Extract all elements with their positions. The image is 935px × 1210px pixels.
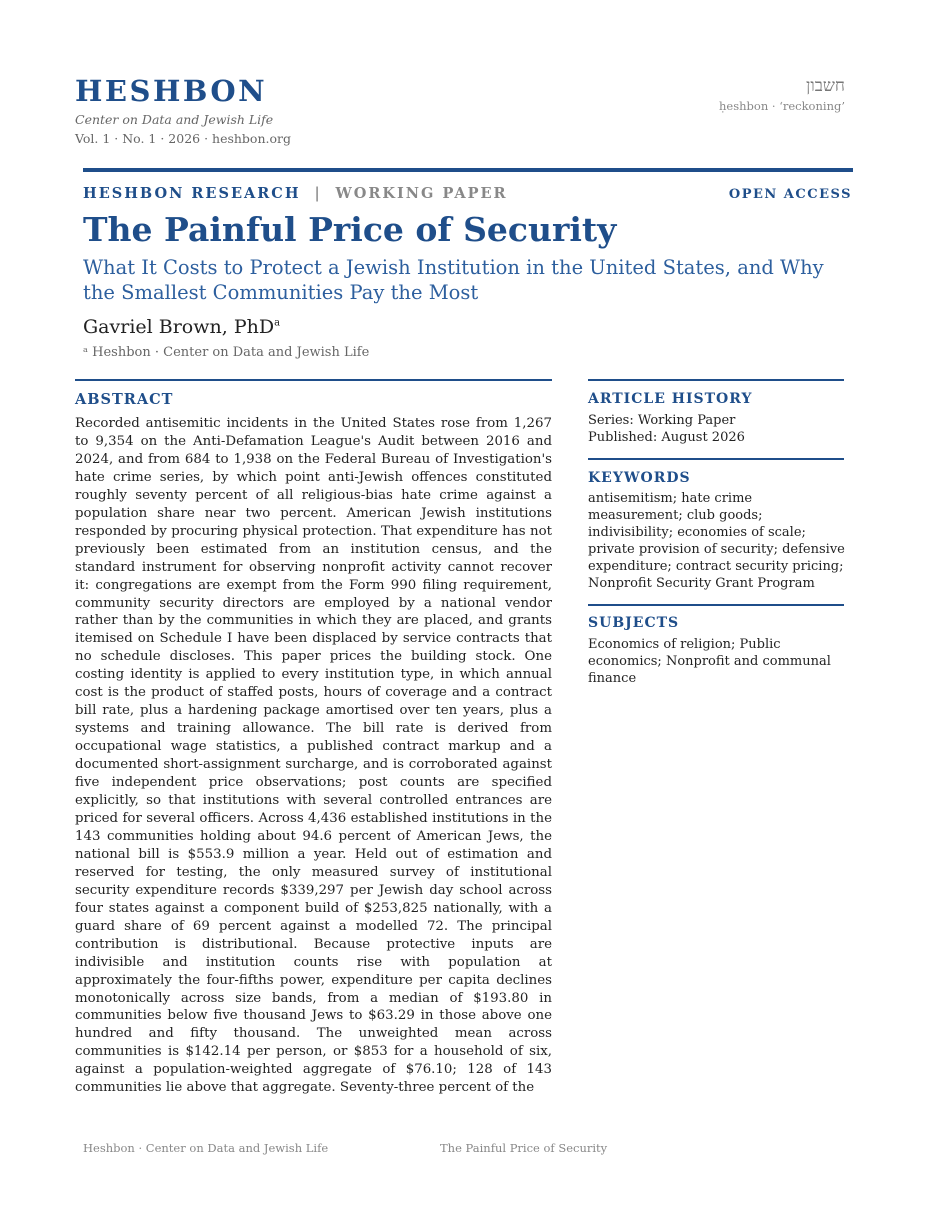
header-rule <box>83 168 853 172</box>
history-series: Series: Working Paper <box>588 413 736 428</box>
affiliation: ᵃ Heshbon · Center on Data and Jewish Life <box>83 345 370 360</box>
author-name: Gavriel Brown, PhD <box>83 316 275 338</box>
hebrew-wordmark: חשבון <box>806 76 845 96</box>
open-access-badge: OPEN ACCESS <box>728 187 852 202</box>
author-affiliation-mark: a <box>274 317 281 329</box>
subjects-rule <box>588 604 844 606</box>
subjects-list: Economics of religion; Public economics; Nonprofit and communal finance <box>588 637 831 686</box>
journal-name: HESHBON <box>75 74 268 108</box>
series-label: HESHBON RESEARCH <box>83 185 301 202</box>
subjects-heading: SUBJECTS <box>588 615 680 631</box>
volume-line: Vol. 1 · No. 1 · 2026 · heshbon.org <box>75 131 291 146</box>
keywords-heading: KEYWORDS <box>588 470 691 486</box>
series-separator: | <box>314 186 322 202</box>
history-rule <box>588 379 844 381</box>
article-subtitle: What It Costs to Protect a Jewish Institution in the United States, and Why the Smallest Communities Pay the Most <box>83 256 824 304</box>
journal-subtitle: Center on Data and Jewish Life <box>75 112 274 127</box>
wordmark-transliteration: ḥeshbon · ‘reckoning’ <box>719 99 845 113</box>
article-history-heading: ARTICLE HISTORY <box>588 391 753 407</box>
abstract-heading: ABSTRACT <box>75 391 174 408</box>
keywords-rule <box>588 458 844 460</box>
author-line <box>83 316 280 338</box>
article-title: The Painful Price of Security <box>83 210 617 249</box>
paper-type: WORKING PAPER <box>335 185 508 202</box>
history-published: Published: August 2026 <box>588 430 745 445</box>
abstract-text: Recorded antisemitic incidents in the United States rose from 1,267 to 9,354 on the Anti-Defamation League's Audit between 2016 and 2024, and from 684 to 1,938 on the Federal Bureau of Investigation's hate crime series, by which point anti-Jewish offences constituted roughly seventy percent of all religious-bias hate crime against a population share near two percent. American Jewish institutions responded by procuring physical protection. That expenditure has not previously been estimated from an institution census, and the standard instrument for observing nonprofit activity cannot recover it: congregations are exempt from the Form 990 filing requirement, community security directors are employed by a national vendor rather than by the communities in which they are placed, and grants itemised on Schedule I have been displaced by service contracts that no schedule discloses. This paper prices the building stock. One costing identity is applied to every institution type, in which annual cost is the product of staffed posts, hours of coverage and a contract bill rate, plus a hardening package amortised over ten years, plus a systems and training allowance. The bill rate is derived from occupational wage statistics, a published contract markup and a documented short-assignment surcharge, and is corroborated against five independent price observations; post counts are specified explicitly, so that institutions with several controlled entrances are priced for several officers. Across 4,436 established institutions in the 143 communities holding about 94.6 percent of American Jews, the national bill is $553.9 million a year. Held out of estimation and reserved for testing, the only measured survey of institutional security expenditure records $339,297 per Jewish day school across four states against a component build of $253,825 nationally, with a guard share of 69 percent against a modelled 72. The principal contribution is distributional. Because protective inputs are indivisible and institution counts rise with population at approximately the four-fifths power, expenditure per capita declines monotonically across size bands, from a median of $193.80 in communities below five thousand Jews to $63.29 in those above one hundred and fifty thousand. The unweighted mean across communities is $142.14 per person, or $853 for a household of six, against a population-weighted aggregate of $76.10; 128 of 143 communities lie above that aggregate. Seventy-three percent of the <box>75 416 552 1096</box>
footer-running-title: The Painful Price of Security <box>440 1141 608 1155</box>
series-line <box>83 185 508 202</box>
abstract-rule <box>75 379 552 381</box>
footer-publisher: Heshbon · Center on Data and Jewish Life <box>83 1141 329 1155</box>
keywords-list: antisemitism; hate crime measurement; club goods; indivisibility; economies of scale; private provision of security; defensive expenditure; contract security pricing; Nonprofit Security Grant Program <box>588 491 845 591</box>
